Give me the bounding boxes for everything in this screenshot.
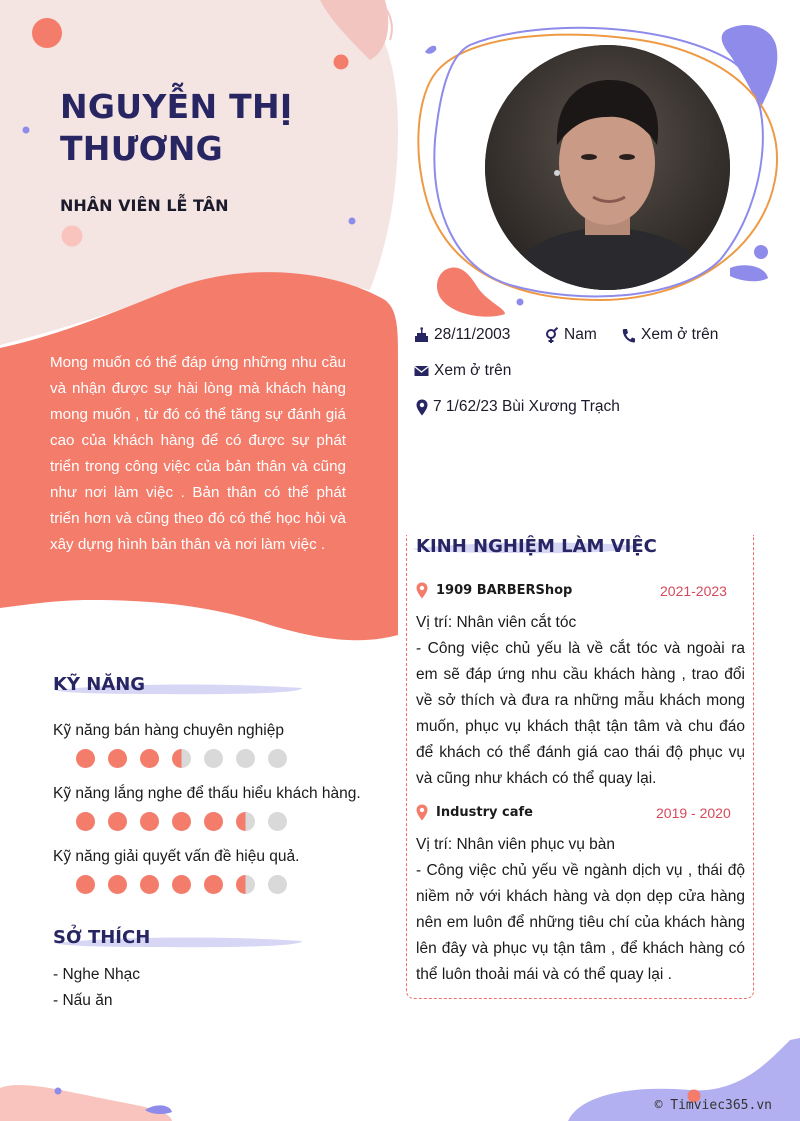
skill-dot (268, 812, 287, 831)
skill-dot (172, 812, 191, 831)
skill-rating (76, 812, 287, 831)
skill-dot (76, 749, 95, 768)
hobbies-heading: SỞ THÍCH (53, 927, 151, 948)
skill-dot (268, 749, 287, 768)
job-period: 2019 - 2020 (656, 805, 731, 821)
skills-heading: KỸ NĂNG (53, 674, 146, 695)
skill-dot (236, 875, 255, 894)
birthday-cake-icon (414, 327, 429, 343)
skill-dot (172, 749, 191, 768)
skill-dot (236, 812, 255, 831)
skill-dot (108, 875, 127, 894)
hobby-item: - Nấu ăn (53, 992, 113, 1009)
phone-value: Xem ở trên (641, 326, 719, 343)
phone-row (622, 326, 718, 344)
location-pin-icon (416, 582, 428, 599)
company-name: Industry cafe (436, 805, 533, 820)
company-name: 1909 BARBERShop (436, 583, 573, 598)
skill-label: Kỹ năng giải quyết vấn đề hiệu quả. (53, 848, 300, 865)
skill-dot (76, 812, 95, 831)
location-pin-icon (416, 399, 428, 416)
hobby-item: - Nghe Nhạc (53, 966, 141, 983)
skill-rating (76, 749, 287, 768)
birthday-value: 28/11/2003 (434, 326, 511, 343)
gender-icon (545, 327, 559, 344)
email-value: Xem ở trên (434, 362, 512, 379)
gender-value: Nam (564, 326, 597, 343)
skill-dot (204, 749, 223, 768)
skill-dot (268, 875, 287, 894)
phone-icon (622, 328, 636, 343)
job-position: Vị trí: Nhân viên phục vụ bàn (416, 836, 616, 853)
skill-dot (76, 875, 95, 894)
address-row (416, 398, 620, 416)
skill-dot (108, 749, 127, 768)
email-row (414, 362, 511, 380)
job-description: - Công việc chủ yếu về ngành dịch vụ , thái độ niềm nở với khách hàng và dọn dẹp cửa hàng nên em luôn để những tiêu chí của khách hàng lên đây và phục vụ tận tâm , để khách hàng có thể luôn thoải mái và có thể quay lại . (416, 862, 745, 983)
birthday-row (414, 326, 510, 344)
location-pin-icon (416, 804, 428, 821)
skill-rating (76, 875, 287, 894)
skill-dot (236, 749, 255, 768)
skill-dot (140, 875, 159, 894)
skill-dot (140, 749, 159, 768)
experience-heading: KINH NGHIỆM LÀM VIỆC (416, 536, 657, 557)
candidate-name: NGUYỄN THỊ THƯƠNG (60, 87, 293, 168)
portrait-image (485, 45, 730, 290)
job-title: NHÂN VIÊN LỄ TÂN (60, 196, 229, 215)
skill-dot (140, 812, 159, 831)
skill-label: Kỹ năng lắng nghe để thấu hiểu khách hàng. (53, 785, 361, 802)
skill-dot (172, 875, 191, 894)
job-period: 2021-2023 (660, 583, 727, 599)
career-objective: Mong muốn có thể đáp ứng những nhu cầu và nhận được sự hài lòng mà khách hàng mong muốn , từ đó có thể tăng sự đánh giá cao của khách hàng để có được sự phát triển trong công việc của bản thân và cũng như nơi làm việc . Bản thân có thể phát triển hơn và cũng theo đó có thể học hỏi và xây dựng hình bản thân và nơi làm việc . (50, 354, 346, 553)
job-description: - Công việc chủ yếu là về cắt tóc và ngoài ra em sẽ đáp ứng nhu cầu khách hàng , trao đổi về sở thích và đưa ra những mẫu khách mong muốn, phục vụ khách thật tận tâm và chu đáo để khách có thể đánh giá cao thái độ phục vụ và cũng như khách có thể quay lại. (416, 640, 745, 787)
address-value: 7 1/62/23 Bùi Xương Trạch (433, 398, 620, 415)
gender-row (545, 326, 597, 344)
job-position: Vị trí: Nhân viên cắt tóc (416, 614, 577, 631)
skill-dot (108, 812, 127, 831)
watermark: © Timviec365.vn (654, 1098, 772, 1113)
skill-dot (204, 812, 223, 831)
skill-label: Kỹ năng bán hàng chuyên nghiệp (53, 722, 284, 739)
skill-dot (204, 875, 223, 894)
profile-photo (485, 45, 730, 290)
email-icon (414, 365, 429, 377)
